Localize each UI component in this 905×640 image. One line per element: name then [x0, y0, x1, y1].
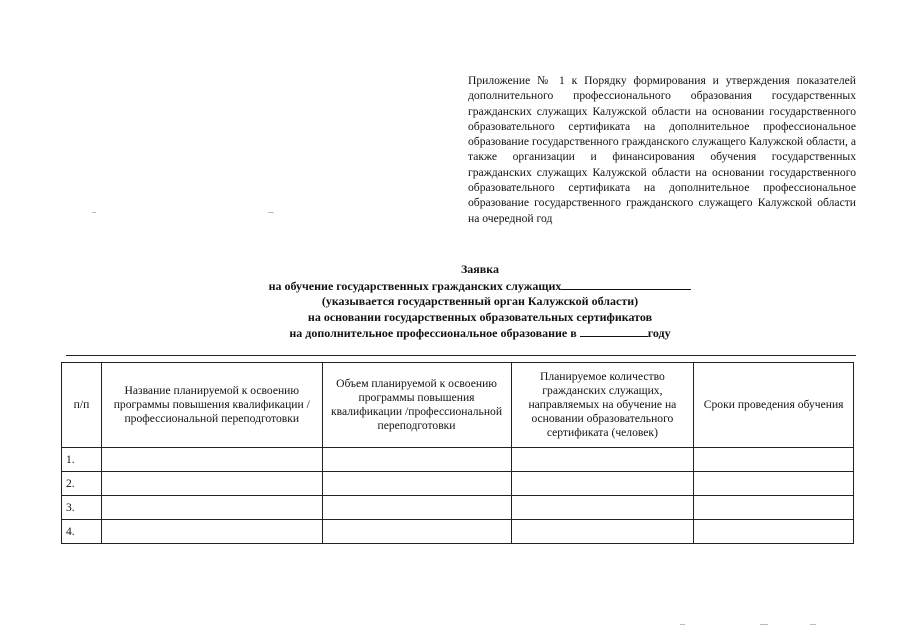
scan-speck — [760, 624, 768, 625]
program-name-cell — [102, 496, 323, 520]
scan-speck — [268, 212, 274, 213]
row-number: 3. — [62, 496, 102, 520]
separator-rule — [66, 355, 856, 356]
fill-in-blank-agency — [561, 278, 691, 290]
scan-speck — [92, 212, 96, 213]
application-table — [61, 362, 854, 544]
training-dates-cell — [694, 472, 854, 496]
planned-count-cell — [511, 448, 694, 472]
document-title-block — [225, 262, 735, 342]
title-line-5 — [225, 325, 735, 342]
title-line-4: на основании государственных образовательных сертификатов — [307, 309, 653, 324]
header-program-volume: Объем планируемой к освоению программы повышения квалификации /профессиональной переподготовки — [322, 363, 511, 448]
planned-count-cell — [511, 496, 694, 520]
header-program-name: Название планируемой к освоению программы повышения квалификации /профессиональной переподготовки — [102, 363, 323, 448]
training-dates-cell — [694, 496, 854, 520]
training-dates-cell — [694, 448, 854, 472]
document-title: Заявка — [460, 262, 500, 276]
program-name-cell — [102, 520, 323, 544]
table-header-row — [62, 363, 854, 448]
fill-in-blank-year — [580, 325, 648, 337]
row-number: 1. — [62, 448, 102, 472]
program-name-cell — [102, 472, 323, 496]
row-number: 2. — [62, 472, 102, 496]
table-row — [62, 520, 854, 544]
title-line-2-text: на обучение государственных гражданских служащих — [268, 278, 562, 293]
planned-count-cell — [511, 472, 694, 496]
scan-speck — [680, 624, 685, 625]
title-line-3: (указывается государственный орган Калужской области) — [321, 294, 639, 308]
planned-count-cell — [511, 520, 694, 544]
appendix-reference: Приложение № 1 к Порядку формирования и утверждения показателей дополнительного профессионального образования государственных гражданских служащих Калужской области на основании государственного образовательного сертификата на дополнительное профессиональное образование государственного гражданского служащего Калужской области, а также организации и финансирования обучения государственных гражданских служащих Калужской области на основании государственного образовательного сертификата на дополнительное профессиональное образование государственного гражданского служащего Калужской области на очередной год — [468, 74, 856, 225]
scan-speck — [810, 624, 816, 625]
table-row — [62, 496, 854, 520]
table-row — [62, 472, 854, 496]
header-number: п/п — [62, 363, 102, 448]
row-number: 4. — [62, 520, 102, 544]
title-line-5-suffix: году — [647, 326, 671, 340]
program-volume-cell — [322, 520, 511, 544]
header-training-dates: Сроки проведения обучения — [694, 363, 854, 448]
header-planned-count: Планируемое количество гражданских служащих, направляемых на обучение на основании образовательного сертификата (человек) — [511, 363, 694, 448]
program-volume-cell — [322, 448, 511, 472]
program-name-cell — [102, 448, 323, 472]
table-row — [62, 448, 854, 472]
title-line-2 — [225, 278, 735, 295]
program-volume-cell — [322, 496, 511, 520]
program-volume-cell — [322, 472, 511, 496]
training-dates-cell — [694, 520, 854, 544]
title-line-5-prefix: на дополнительное профессиональное образование в — [289, 326, 577, 340]
